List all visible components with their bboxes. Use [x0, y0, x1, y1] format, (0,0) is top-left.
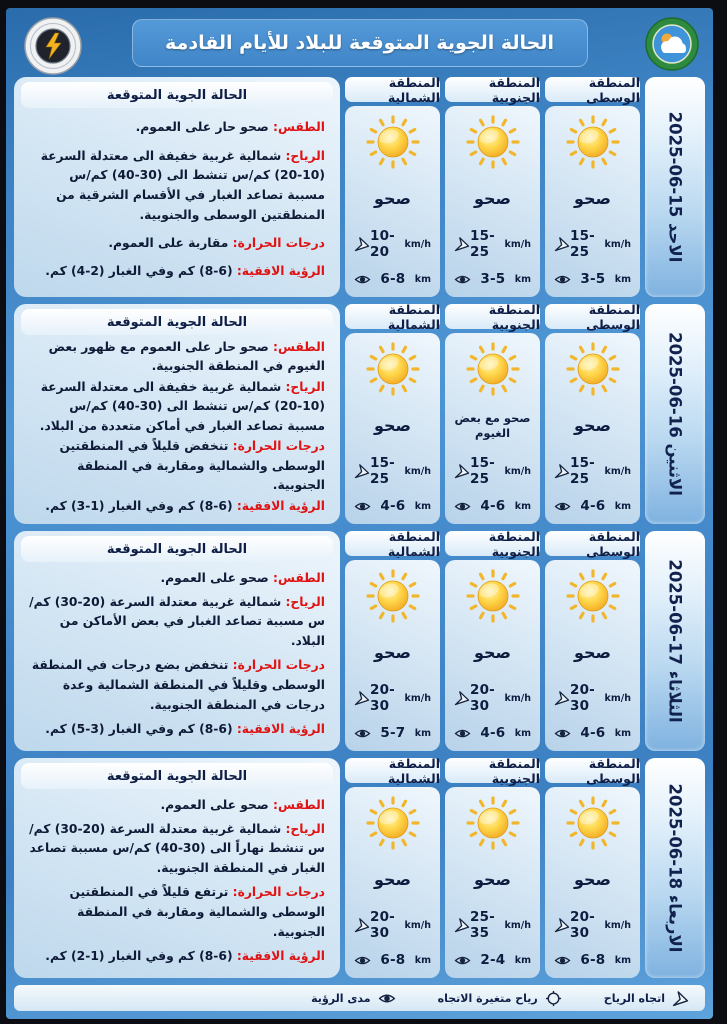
wind-metric — [552, 909, 633, 941]
visibility-value: 6-8 — [380, 271, 406, 287]
eye-icon — [554, 726, 571, 741]
wind-direction-arrow-icon — [554, 917, 570, 933]
region-cell — [345, 560, 440, 751]
visibility-unit: km — [614, 954, 631, 966]
day-row-monday — [14, 301, 705, 524]
eye-icon — [554, 953, 571, 968]
eye-icon — [454, 726, 471, 741]
forecast-item — [29, 656, 325, 715]
forecast-item-text: صحو حار على العموم مع ظهور بعض الغيوم في المنطقة الجنوبية. — [48, 339, 325, 374]
date-strip — [645, 77, 705, 297]
day-date: 17-06-2025 — [665, 559, 685, 665]
sun-icon — [566, 115, 620, 169]
wind-value: 15-25 — [570, 455, 595, 487]
visibility-unit: km — [414, 727, 431, 739]
day-date: 15-06-2025 — [665, 111, 685, 218]
forecast-panel-body — [21, 108, 333, 290]
forecast-board — [6, 8, 713, 1019]
condition-text: صحو — [473, 642, 512, 662]
eye-icon — [454, 499, 471, 514]
region-header: المنطقة الوسطى — [545, 77, 640, 102]
condition-text: صحو — [373, 869, 412, 889]
forecast-item-text: صحو على العموم. — [160, 570, 269, 585]
wind-unit: km/h — [404, 692, 431, 704]
wind-metric — [452, 909, 533, 941]
wind-unit: km/h — [604, 692, 631, 704]
visibility-value: 4-6 — [380, 498, 406, 514]
visibility-metric — [552, 725, 633, 741]
region-header: المنطقة الوسطى — [545, 758, 640, 783]
forecast-item-text: (6-8) كم وفي الغبار (1-2) كم. — [45, 948, 233, 963]
day-row-wednesday — [14, 755, 705, 978]
region-header: المنطقة الجنوبية — [445, 758, 540, 783]
forecast-item-label: درجات الحرارة: — [232, 885, 325, 900]
visibility-metric — [552, 952, 633, 968]
header — [14, 14, 705, 72]
wind-metric — [352, 455, 433, 487]
forecast-item-text: تنخفض قليلاً في المنطقتين الوسطى والشمالية ومقاربة في المنطقة الجنوبية. — [59, 439, 325, 493]
visibility-metric — [552, 271, 633, 287]
visibility-unit: km — [514, 500, 531, 512]
region-column-central — [545, 755, 640, 978]
wind-value: 15-25 — [570, 228, 595, 260]
forecast-text-panel — [14, 758, 340, 978]
sun-icon — [366, 796, 420, 850]
sun-icon — [466, 342, 520, 396]
wind-direction-arrow-icon — [354, 917, 370, 933]
day-name: الاحد — [665, 222, 685, 263]
day-name: الاربعاء — [665, 894, 685, 953]
forecast-item-text: (6-8) كم وفي الغبار (2-4) كم. — [45, 263, 233, 278]
forecast-panel-body — [21, 335, 333, 517]
visibility-metric — [452, 952, 533, 968]
condition-text: صحو — [573, 188, 612, 208]
sun-icon — [566, 569, 620, 623]
region-header: المنطقة الجنوبية — [445, 304, 540, 329]
forecast-item — [29, 262, 325, 282]
wind-unit: km/h — [504, 692, 531, 704]
wind-direction-arrow-icon — [554, 236, 570, 252]
region-column-southern — [445, 755, 540, 978]
forecast-item — [29, 338, 325, 377]
forecast-item-label: الرؤية الافقية: — [236, 498, 325, 513]
wind-value: 10-20 — [370, 228, 395, 260]
forecast-item-label: درجات الحرارة: — [232, 439, 325, 454]
sun-icon — [566, 342, 620, 396]
meteorological-organization-logo — [22, 15, 84, 77]
region-column-central — [545, 74, 640, 297]
forecast-item — [29, 593, 325, 652]
wind-direction-arrow-icon — [354, 463, 370, 479]
forecast-item — [29, 883, 325, 942]
visibility-value: 3-5 — [580, 271, 606, 287]
forecast-item — [29, 947, 325, 967]
forecast-panel-header: الحالة الجوية المتوقعة — [21, 536, 333, 562]
visibility-value: 3-5 — [480, 271, 506, 287]
forecast-item-text: (6-8) كم وفي الغبار (1-3) كم. — [45, 498, 233, 513]
forecast-item-text: صحو على العموم. — [160, 797, 269, 812]
region-header: المنطقة الشمالية — [345, 531, 440, 556]
region-column-northern — [345, 74, 440, 297]
visibility-value: 6-8 — [380, 952, 406, 968]
wind-value: 20-30 — [370, 909, 395, 941]
forecast-item-label: الرياح: — [285, 821, 325, 836]
forecast-item-label: الطقس: — [273, 797, 325, 812]
wind-unit: km/h — [504, 238, 531, 250]
region-column-southern — [445, 74, 540, 297]
region-cell — [545, 787, 640, 978]
condition-text: صحو — [373, 642, 412, 662]
wind-unit: km/h — [604, 919, 631, 931]
region-cell — [445, 560, 540, 751]
visibility-metric — [452, 498, 533, 514]
eye-icon — [354, 953, 371, 968]
forecast-item-text: (6-8) كم وفي الغبار (3-5) كم. — [45, 721, 233, 736]
wind-value: 20-30 — [370, 682, 395, 714]
condition-text: صحو — [373, 188, 412, 208]
region-column-southern — [445, 528, 540, 751]
wind-metric — [352, 909, 433, 941]
forecast-item — [29, 569, 325, 589]
region-column-northern — [345, 755, 440, 978]
forecast-item-label: درجات الحرارة: — [232, 235, 325, 250]
region-header: المنطقة الشمالية — [345, 758, 440, 783]
wind-direction-arrow-icon — [554, 463, 570, 479]
wind-direction-arrow-icon — [354, 236, 370, 252]
forecast-item-text: تنخفض بضع درجات في المنطقة الوسطى وقليلاً في المنطقة الشمالية وعدة درجات في المنطقة الجنوبية. — [31, 658, 325, 712]
date-label — [666, 538, 685, 744]
wind-value: 20-30 — [570, 682, 595, 714]
page-title: الحالة الجوية المتوقعة للبلاد للأيام القادمة — [132, 19, 588, 67]
visibility-value: 4-6 — [480, 498, 506, 514]
condition-text: صحو — [573, 642, 612, 662]
day-rows — [14, 74, 705, 978]
forecast-item-label: الطقس: — [273, 120, 325, 135]
visibility-unit: km — [514, 273, 531, 285]
wind-unit: km/h — [504, 919, 531, 931]
visibility-unit: km — [614, 273, 631, 285]
wind-direction-arrow-icon — [354, 690, 370, 706]
wind-value: 15-25 — [470, 228, 495, 260]
eye-icon — [354, 272, 371, 287]
legend-label: رياح متغيرة الاتجاه — [437, 991, 538, 1005]
visibility-value: 4-6 — [580, 498, 606, 514]
day-row-sunday — [14, 74, 705, 297]
eye-icon — [354, 726, 371, 741]
region-cell — [545, 333, 640, 524]
forecast-panel-header: الحالة الجوية المتوقعة — [21, 309, 333, 335]
sun-icon — [466, 796, 520, 850]
day-row-tuesday — [14, 528, 705, 751]
forecast-item — [29, 234, 325, 254]
forecast-item-label: درجات الحرارة: — [232, 658, 325, 673]
date-label — [666, 311, 685, 517]
wind-direction-arrow-icon — [454, 463, 470, 479]
sun-icon — [366, 115, 420, 169]
visibility-metric — [352, 952, 433, 968]
visibility-metric — [452, 725, 533, 741]
forecast-item-label: الطقس: — [273, 570, 325, 585]
condition-text: صحو — [573, 869, 612, 889]
forecast-item-label: الرؤية الافقية: — [236, 721, 325, 736]
wind-unit: km/h — [504, 465, 531, 477]
wind-value: 15-25 — [470, 455, 495, 487]
forecast-item-text: صحو حار على العموم. — [135, 120, 269, 135]
region-column-southern — [445, 301, 540, 524]
visibility-unit: km — [414, 954, 431, 966]
eye-icon — [554, 272, 571, 287]
region-column-central — [545, 528, 640, 751]
wind-metric — [552, 228, 633, 260]
forecast-item-text: شمالية غربية معتدلة السرعة (20-30) كم/س تنشط نهاراً الى (30-40) كم/س مسببة تصاعد الغبار في المنطقة الجنوبية. — [29, 821, 325, 876]
wind-direction-arrow-icon — [554, 690, 570, 706]
condition-text: صحو — [473, 188, 512, 208]
forecast-item-label: الرؤية الافقية: — [236, 263, 325, 278]
wind-metric — [352, 228, 433, 260]
forecast-item-label: الرياح: — [285, 148, 325, 163]
visibility-value: 4-6 — [580, 725, 606, 741]
visibility-metric — [352, 498, 433, 514]
day-date: 16-06-2025 — [665, 332, 685, 438]
eye-icon — [354, 499, 371, 514]
forecast-text-panel — [14, 77, 340, 297]
region-cell — [445, 106, 540, 297]
region-cell — [545, 106, 640, 297]
day-date: 18-06-2025 — [665, 783, 685, 890]
visibility-metric — [552, 498, 633, 514]
date-label — [666, 765, 685, 971]
region-column-northern — [345, 528, 440, 751]
wind-unit: km/h — [604, 238, 631, 250]
region-cell — [345, 106, 440, 297]
region-header: المنطقة الوسطى — [545, 531, 640, 556]
eye-icon — [454, 953, 471, 968]
region-column-central — [545, 301, 640, 524]
eye-icon — [378, 991, 396, 1006]
wind-metric — [352, 682, 433, 714]
weather-authority-logo — [643, 15, 701, 73]
sun-icon — [366, 569, 420, 623]
forecast-item — [29, 118, 325, 138]
wind-direction-arrow-icon — [454, 917, 470, 933]
forecast-item — [29, 720, 325, 740]
visibility-unit: km — [414, 500, 431, 512]
condition-text: صحو مع بعض الغيوم — [454, 411, 531, 440]
sun-icon — [566, 796, 620, 850]
wind-unit: km/h — [404, 919, 431, 931]
visibility-unit: km — [514, 727, 531, 739]
visibility-unit: km — [614, 727, 631, 739]
legend-wind-direction — [604, 990, 689, 1007]
forecast-item-label: الرؤية الافقية: — [236, 948, 325, 963]
forecast-item-label: الطقس: — [273, 339, 325, 354]
wind-direction-arrow-icon — [672, 990, 689, 1007]
wind-unit: km/h — [604, 465, 631, 477]
region-header: المنطقة الشمالية — [345, 304, 440, 329]
region-column-northern — [345, 301, 440, 524]
visibility-unit: km — [414, 273, 431, 285]
region-cell — [445, 333, 540, 524]
visibility-unit: km — [514, 954, 531, 966]
wind-metric — [452, 682, 533, 714]
forecast-item-text: شمالية غربية خفيفة الى معتدلة السرعة (10-20) كم/س تنشط الى (30-40) كم/س مسببة تصاعد الغبار في أماكن متعددة من البلاد. — [39, 379, 325, 433]
condition-text: صحو — [473, 869, 512, 889]
wind-metric — [452, 228, 533, 260]
wind-value: 20-30 — [470, 682, 495, 714]
region-header: المنطقة الشمالية — [345, 77, 440, 102]
visibility-metric — [352, 725, 433, 741]
forecast-item — [29, 147, 325, 226]
legend-visibility — [311, 991, 395, 1006]
wind-metric — [452, 455, 533, 487]
forecast-item — [29, 796, 325, 816]
forecast-item-label: الرياح: — [285, 594, 325, 609]
wind-direction-arrow-icon — [454, 236, 470, 252]
forecast-item-text: ترتفع قليلاً في المنطقتين الوسطى والشمالية ومقاربة في المنطقة الجنوبية. — [69, 885, 325, 939]
day-name: الثلاثاء — [665, 670, 685, 723]
region-cell — [445, 787, 540, 978]
region-header: المنطقة الجنوبية — [445, 531, 540, 556]
wind-metric — [552, 682, 633, 714]
legend-label: مدى الرؤية — [311, 991, 371, 1005]
forecast-item-text: مقاربة على العموم. — [108, 235, 229, 250]
visibility-value: 2-4 — [480, 952, 506, 968]
eye-icon — [454, 272, 471, 287]
forecast-panel-header: الحالة الجوية المتوقعة — [21, 763, 333, 789]
visibility-value: 5-7 — [380, 725, 406, 741]
date-label — [666, 84, 685, 290]
day-name: الاثنين — [665, 443, 685, 496]
visibility-value: 4-6 — [480, 725, 506, 741]
wind-direction-arrow-icon — [454, 690, 470, 706]
forecast-item — [29, 378, 325, 437]
sun-icon — [366, 342, 420, 396]
forecast-panel-body — [21, 562, 333, 744]
forecast-text-panel — [14, 304, 340, 524]
sun-icon — [466, 115, 520, 169]
date-strip — [645, 758, 705, 978]
forecast-panel-header: الحالة الجوية المتوقعة — [21, 82, 333, 108]
forecast-item — [29, 437, 325, 496]
forecast-item-text: شمالية غربية خفيفة الى معتدلة السرعة (10-20) كم/س تنشط الى (30-40) كم/س مسببة تصاعد الغبار في الأقسام الشرقية من المنطقتين الوسطى والجنوبية. — [40, 148, 325, 222]
region-cell — [345, 787, 440, 978]
wind-value: 15-25 — [370, 455, 395, 487]
legend-label: اتجاه الرياح — [603, 991, 665, 1005]
wind-value: 25-35 — [470, 909, 495, 941]
visibility-metric — [452, 271, 533, 287]
legend-footer — [14, 985, 705, 1011]
wind-unit: km/h — [404, 465, 431, 477]
visibility-unit: km — [614, 500, 631, 512]
forecast-item — [29, 497, 325, 517]
date-strip — [645, 304, 705, 524]
region-cell — [345, 333, 440, 524]
forecast-panel-body — [21, 789, 333, 971]
condition-text: صحو — [573, 415, 612, 435]
wind-unit: km/h — [404, 238, 431, 250]
region-header: المنطقة الجنوبية — [445, 77, 540, 102]
visibility-value: 6-8 — [580, 952, 606, 968]
visibility-metric — [352, 271, 433, 287]
region-header: المنطقة الوسطى — [545, 304, 640, 329]
forecast-item — [29, 820, 325, 879]
legend-variable-wind — [438, 990, 562, 1007]
date-strip — [645, 531, 705, 751]
sun-icon — [466, 569, 520, 623]
eye-icon — [554, 499, 571, 514]
wind-metric — [552, 455, 633, 487]
forecast-item-label: الرياح: — [285, 379, 325, 394]
variable-wind-icon — [545, 990, 562, 1007]
condition-text: صحو — [373, 415, 412, 435]
wind-value: 20-30 — [570, 909, 595, 941]
forecast-text-panel — [14, 531, 340, 751]
forecast-item-text: شمالية غربية معتدلة السرعة (20-30) كم/س مسببة تصاعد الغبار في بعض الأماكن من البلاد. — [29, 594, 325, 649]
region-cell — [545, 560, 640, 751]
